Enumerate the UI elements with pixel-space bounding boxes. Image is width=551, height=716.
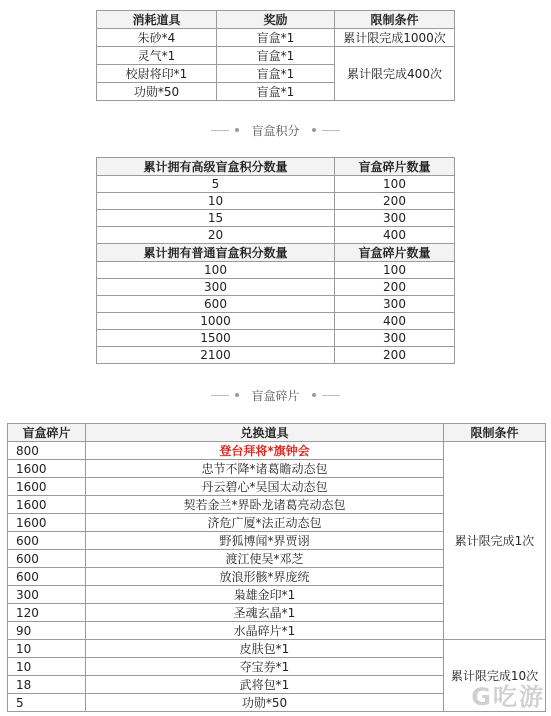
cell-cost: 18	[8, 676, 86, 694]
cell-item: 济危广厦*法正动态包	[86, 514, 444, 532]
col-header-shards: 盲盒碎片数量	[335, 244, 455, 262]
cell-cost: 10	[8, 640, 86, 658]
exchange-blindbox-table	[96, 10, 455, 101]
cell-shards: 100	[335, 176, 455, 193]
cell-item-highlight: 登台拜将*旗钟会	[86, 442, 444, 460]
points-shards-table	[96, 157, 455, 364]
dot-icon	[312, 128, 316, 132]
cell-reward: 盲盒*1	[217, 29, 335, 47]
cell-cost: 800	[8, 442, 86, 460]
cell-points: 600	[97, 296, 335, 313]
cell-points: 300	[97, 279, 335, 296]
cell-item: 丹云碧心*吴国太动态包	[86, 478, 444, 496]
cell-item: 水晶碎片*1	[86, 622, 444, 640]
divider-line	[322, 130, 340, 131]
cell-cost: 90	[8, 622, 86, 640]
cell-item: 圣魂玄晶*1	[86, 604, 444, 622]
table-row	[97, 176, 455, 193]
divider-line	[322, 395, 340, 396]
col-header-cost: 盲盒碎片	[8, 424, 86, 442]
cell-cost: 1600	[8, 460, 86, 478]
table-row	[97, 313, 455, 330]
table-row	[97, 210, 455, 227]
cell-points: 1000	[97, 313, 335, 330]
shard-exchange-table	[7, 423, 546, 712]
cell-limit: 累计限完成1000次	[335, 29, 455, 47]
cell-reward: 盲盒*1	[217, 47, 335, 65]
cell-item: 功勋*50	[86, 694, 444, 712]
table-row	[8, 640, 546, 658]
site-watermark: G吃游	[471, 683, 545, 711]
cell-item: 夺宝券*1	[86, 658, 444, 676]
cell-shards: 200	[335, 279, 455, 296]
cell-points: 100	[97, 262, 335, 279]
cell-cost: 1600	[8, 514, 86, 532]
dot-icon	[312, 393, 316, 397]
cell-points: 15	[97, 210, 335, 227]
dot-icon	[235, 128, 239, 132]
cell-cost: 120	[8, 604, 86, 622]
table-row	[97, 193, 455, 210]
cell-item: 武将包*1	[86, 676, 444, 694]
cell-shards: 100	[335, 262, 455, 279]
col-header-item: 兑换道具	[86, 424, 444, 442]
cell-points: 20	[97, 227, 335, 244]
col-header-limit: 限制条件	[335, 11, 455, 29]
cell-shards: 300	[335, 210, 455, 227]
cell-shards: 200	[335, 193, 455, 210]
cell-item: 契若金兰*界卧龙诸葛亮动态包	[86, 496, 444, 514]
divider-line	[211, 130, 229, 131]
col-header-item: 消耗道具	[97, 11, 217, 29]
table-header-row	[97, 158, 455, 176]
table-row	[97, 347, 455, 364]
cell-item: 校尉将印*1	[97, 65, 217, 83]
table-row	[97, 330, 455, 347]
cell-cost: 1600	[8, 478, 86, 496]
cell-item: 枭雄金印*1	[86, 586, 444, 604]
cell-cost: 600	[8, 532, 86, 550]
table-header-row	[97, 244, 455, 262]
cell-cost: 600	[8, 568, 86, 586]
cell-points: 10	[97, 193, 335, 210]
cell-cost: 10	[8, 658, 86, 676]
table-row	[97, 296, 455, 313]
section-title-text: 盲盒碎片	[251, 388, 300, 403]
table-row	[97, 262, 455, 279]
cell-shards: 300	[335, 330, 455, 347]
col-header-senior-points: 累计拥有高级盲盒积分数量	[97, 158, 335, 176]
cell-points: 1500	[97, 330, 335, 347]
cell-item: 忠节不降*诸葛瞻动态包	[86, 460, 444, 478]
table-row	[97, 279, 455, 296]
cell-points: 5	[97, 176, 335, 193]
table-header-row	[97, 11, 455, 29]
col-header-shards: 盲盒碎片数量	[335, 158, 455, 176]
cell-item: 灵气*1	[97, 47, 217, 65]
table-header-row	[8, 424, 546, 442]
cell-item: 野狐博闻*界贾诩	[86, 532, 444, 550]
table-row	[97, 29, 455, 47]
cell-item: 放浪形骸*界庞统	[86, 568, 444, 586]
divider-line	[211, 395, 229, 396]
cell-item: 渡江使吴*邓芝	[86, 550, 444, 568]
cell-limit: 累计限完成400次	[335, 47, 455, 101]
cell-cost: 600	[8, 550, 86, 568]
cell-cost: 5	[8, 694, 86, 712]
table-row	[97, 227, 455, 244]
section-title-shards	[0, 385, 551, 405]
dot-icon	[235, 393, 239, 397]
cell-shards: 300	[335, 296, 455, 313]
cell-reward: 盲盒*1	[217, 65, 335, 83]
col-header-reward: 奖励	[217, 11, 335, 29]
col-header-limit: 限制条件	[444, 424, 546, 442]
cell-shards: 400	[335, 313, 455, 330]
cell-limit: 累计限完成10次	[444, 640, 546, 712]
cell-item: 功勋*50	[97, 83, 217, 101]
cell-shards: 200	[335, 347, 455, 364]
table-row	[97, 47, 455, 65]
cell-item: 皮肤包*1	[86, 640, 444, 658]
col-header-normal-points: 累计拥有普通盲盒积分数量	[97, 244, 335, 262]
cell-cost: 300	[8, 586, 86, 604]
cell-reward: 盲盒*1	[217, 83, 335, 101]
cell-shards: 400	[335, 227, 455, 244]
cell-limit: 累计限完成1次	[444, 442, 546, 640]
cell-points: 2100	[97, 347, 335, 364]
cell-cost: 1600	[8, 496, 86, 514]
section-title-text: 盲盒积分	[251, 123, 300, 138]
cell-item: 朱砂*4	[97, 29, 217, 47]
section-title-points	[0, 120, 551, 140]
table-row	[8, 442, 546, 460]
